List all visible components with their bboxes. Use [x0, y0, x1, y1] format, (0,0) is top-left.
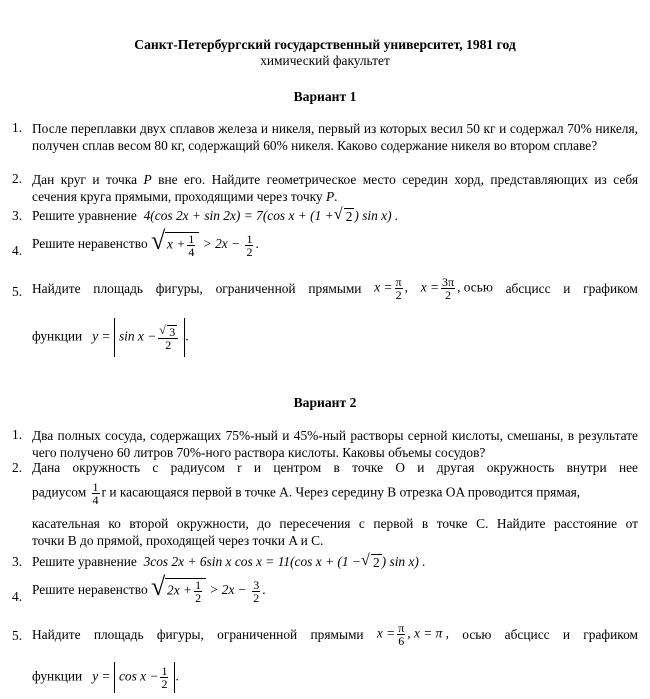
math: y = [92, 328, 111, 344]
fraction [194, 579, 202, 604]
variant-1-title: Вариант 1 [293, 89, 357, 104]
function-line [32, 662, 638, 693]
fraction: √ 3 2 [158, 324, 178, 351]
equation-left: 4(cos 2x + sin 2x) = 7(cos x + (1 + [143, 208, 334, 223]
math-x-3pi-2 [421, 276, 493, 301]
equation-left: 3cos 2x + 6sin x cos x = 11(cos x + (1 − [143, 554, 361, 569]
sqrt-expr: √ 2 [360, 552, 380, 571]
problem-number: 5. [12, 284, 23, 299]
end-dot: . [255, 236, 259, 252]
word: осью [462, 626, 492, 642]
numerator: 3 [253, 577, 260, 592]
inequality-line [32, 226, 638, 259]
rad-term: x + [167, 236, 186, 252]
equation-right: ) sin x) . [381, 554, 426, 569]
word: функции [32, 328, 83, 344]
end-dot: . [175, 668, 179, 684]
abs-expr [114, 662, 179, 693]
equation-line [32, 554, 638, 571]
word: абсцисс [504, 626, 550, 642]
word: , осью [457, 279, 493, 295]
rad-term: 2x + [167, 582, 193, 598]
problem-label: Решите неравенство [32, 236, 148, 252]
word: площадь [93, 626, 144, 642]
comma: , [404, 279, 408, 295]
text-part: вне его. Найдите геометрическое место середин хорд, представляющих из себя сечения круга прямыми, проходящими через точку [32, 172, 638, 204]
text-part: r и касающаяся первой в точке A. Через середину B отрезка OA проводится прямая, [101, 484, 581, 500]
math: y = [92, 668, 111, 684]
text-part: Дан круг и точка [32, 172, 144, 187]
abs-expr [114, 318, 185, 357]
numerator: 3π [442, 275, 455, 289]
word: площадь [93, 280, 144, 296]
word: прямыми [308, 280, 362, 296]
fraction [245, 233, 253, 258]
word: прямыми [310, 626, 364, 642]
sqrt-expr: √ 2 [333, 206, 353, 225]
problem-number: 3. [12, 208, 23, 223]
problem-line [32, 622, 638, 647]
function-line [32, 318, 638, 357]
inequality-rhs: > 2x − [202, 236, 241, 252]
problem-number: 1. [12, 427, 23, 442]
word: ограниченной [215, 280, 296, 296]
denominator: 2 [253, 590, 260, 605]
sqrt-expr: √ 2x + $\frac{1}{2}$ [151, 578, 206, 604]
end-dot: . [262, 582, 266, 598]
denominator: 2 [165, 337, 172, 352]
denominator: 4 [188, 245, 195, 259]
end-dot: . [185, 328, 189, 344]
denominator: 2 [161, 677, 168, 691]
denominator: 6 [398, 634, 405, 648]
document-title: Санкт-Петербургский государственный университет, 1981 год [134, 37, 516, 52]
equation-right: ) sin x) . [354, 208, 399, 223]
word: графиком [583, 280, 638, 296]
problem-number: 4. [12, 589, 23, 604]
problem-number: 2. [12, 171, 23, 186]
problem-label: Решите неравенство [32, 582, 148, 598]
problem-label: Решите уравнение [32, 208, 137, 223]
word: ограниченной [217, 626, 298, 642]
numerator: 1 [188, 232, 195, 246]
math: x = [420, 279, 440, 295]
word: Найдите [32, 280, 81, 296]
fraction [397, 622, 405, 647]
problem-label: Решите уравнение [32, 554, 137, 569]
var-p: P [143, 172, 152, 187]
fraction [160, 665, 168, 690]
math-x-pi-2 [374, 276, 408, 301]
word: фигуры, [156, 626, 204, 642]
denominator: 4 [92, 493, 99, 507]
text-line: точки B до прямой, проходящей через точки A и C. [32, 533, 324, 548]
numerator: 1 [92, 480, 99, 494]
math: sin x − [118, 328, 157, 344]
text-part: . [334, 189, 338, 204]
problem-line [32, 276, 638, 301]
denominator: 2 [395, 288, 402, 302]
document-subtitle: химический факультет [260, 53, 390, 68]
equation-line [32, 208, 638, 225]
sqrt-arg: 2 [345, 209, 353, 225]
fraction [187, 233, 195, 258]
problem-number: 4. [12, 243, 23, 258]
numerator: 1 [246, 231, 253, 246]
word: фигуры, [155, 280, 203, 296]
fraction [252, 579, 260, 604]
problem-number: 3. [12, 554, 23, 569]
problem-number: 5. [12, 628, 23, 643]
word: функции [32, 668, 83, 684]
fraction [441, 276, 455, 301]
math-x-pi-6 [377, 622, 449, 647]
sqrt-arg: 2 [372, 555, 380, 571]
text-line: Дана окружность с радиусом r и центром в точке O и другая окружность внутри нее [32, 460, 638, 475]
problem-number: 2. [12, 460, 23, 475]
numerator: π [398, 621, 405, 635]
denominator: 2 [246, 244, 253, 259]
word: и [563, 280, 571, 296]
inequality-line [32, 572, 638, 605]
word: графиком [583, 626, 638, 642]
text-line-with-fraction [32, 481, 638, 506]
math: , x = π , [407, 625, 450, 641]
math: x = [374, 279, 393, 295]
var-p: P [325, 189, 335, 204]
math: cos x − [118, 668, 159, 684]
numerator: 1 [195, 578, 202, 592]
text-line: касательная ко второй окружности, до пересечения с первой в точке C. Найдите расстояние от [32, 516, 638, 531]
fraction [92, 481, 100, 506]
word: радиусом [32, 484, 87, 500]
sqrt-expr: √ x + $\frac{1}{4}$ [151, 232, 199, 258]
variant-2-title: Вариант 2 [293, 395, 357, 410]
numerator: 1 [161, 664, 168, 678]
problem-text: Два полных сосуда, содержащих 75%-ный и 45%-ный растворы серной кислоты, смешаны, в результате чего получено 60 литров 70%-ного раствора кислоты. Каковы объемы сосудов? [32, 428, 638, 460]
numerator: π [395, 275, 402, 289]
denominator: 2 [445, 288, 452, 302]
word: абсцисс [505, 280, 551, 296]
math: x = [376, 625, 396, 641]
fraction [395, 276, 403, 301]
problem-number: 1. [12, 120, 23, 135]
word: Найдите [32, 626, 81, 642]
problem-text [32, 171, 638, 205]
inequality-rhs: > 2x − [209, 582, 247, 598]
sqrt-arg: 3 [169, 324, 176, 339]
denominator: 2 [195, 591, 202, 605]
problem-text: После переплавки двух сплавов железа и никеля, первый из которых весил 50 кг и содержал 70% никеля, получен сплав весом 80 кг, содержащий 60% никеля. Каково содержание никеля во втором сплаве? [32, 121, 638, 153]
word: и [562, 626, 571, 642]
